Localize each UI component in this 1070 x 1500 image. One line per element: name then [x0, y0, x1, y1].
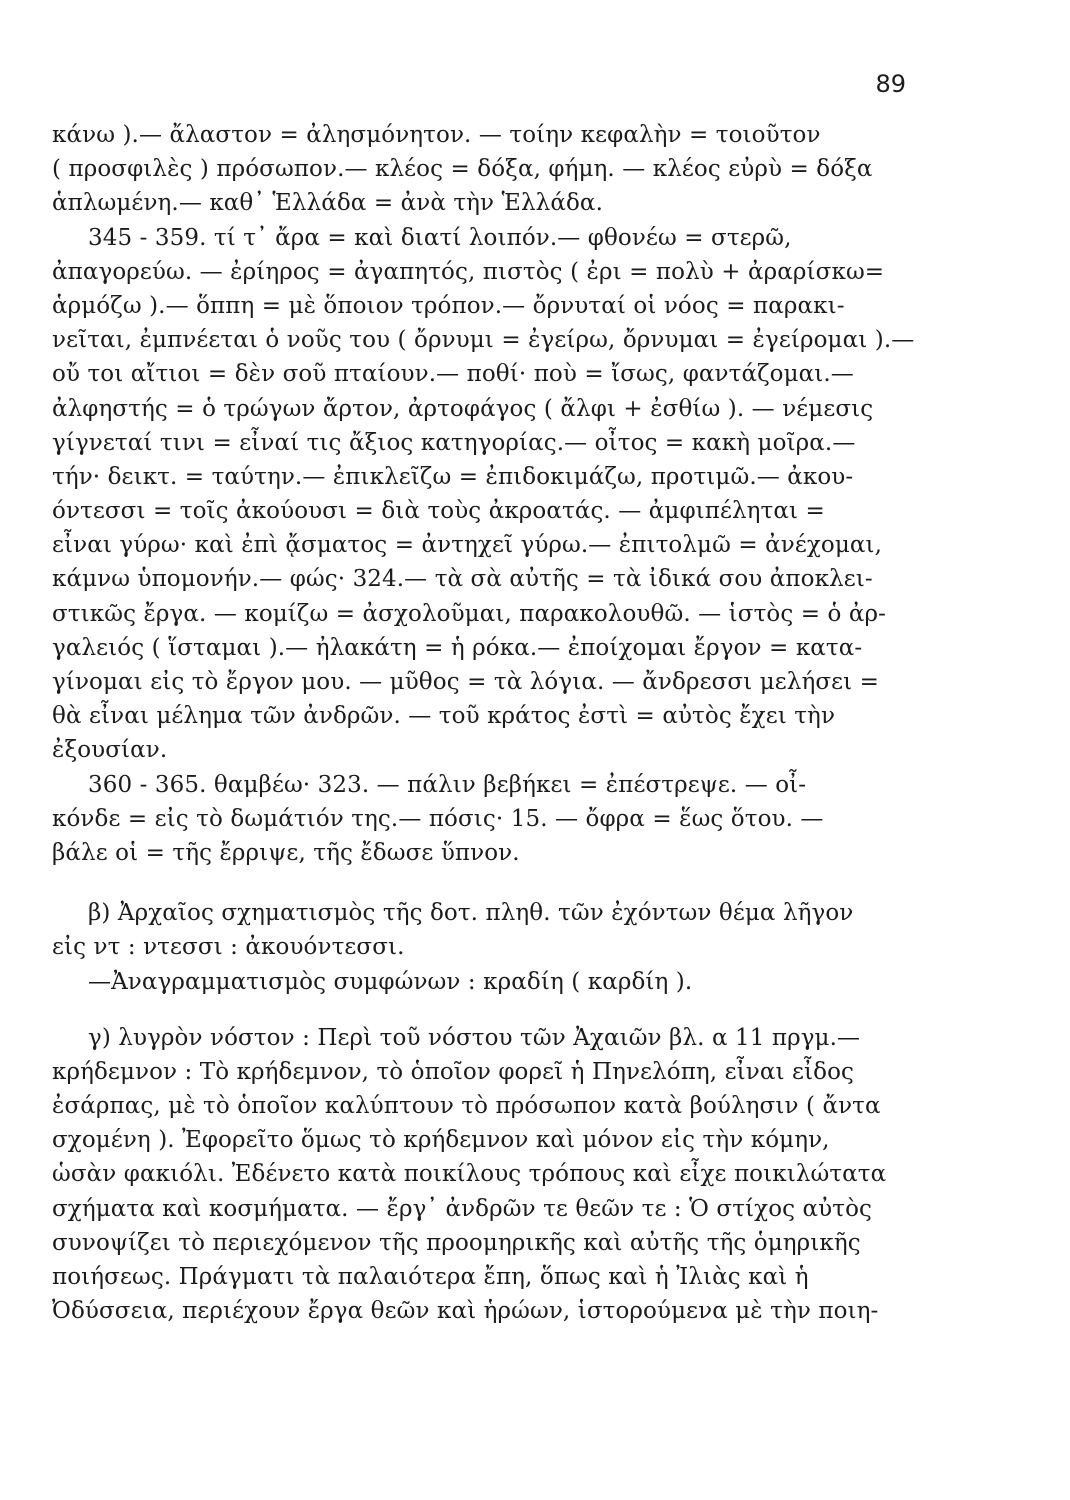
- text-line: συνοψίζει τὸ περιεχόμενον τῆς προομηρικῆς καὶ αὐτῆς τῆς ὁμηρικῆς: [52, 1229, 861, 1256]
- text-line: όντεσσι = τοῖς ἀκούουσι = διὰ τοὺς ἀκροατάς. — ἀμφιπέληται =: [52, 498, 825, 525]
- text-line: 360 - 365. θαμβέω· 323. — πάλιν βεβήκει = ἐπέστρεψε. — οἶ-: [88, 771, 807, 798]
- text-line: γαλειός ( ἵσταμαι ).— ἠλακάτη = ἡ ρόκα.— ἐποίχομαι ἔργον = κατα-: [52, 634, 863, 661]
- text-line: τήν· δεικτ. = ταύτην.— ἐπικλεῖζω = ἐπιδοκιμάζω, προτιμῶ.— ἀκου-: [52, 463, 854, 490]
- text-line: κάνω ).— ἄλαστον = ἀλησμόνητον. — τοίην κεφαλὴν = τοιοῦτον: [52, 122, 821, 148]
- text-line: ἁρμόζω ).— ὅππη = μὲ ὅποιον τρόπον.— ὄρνυταί οἱ νόος = παρακι-: [52, 292, 845, 319]
- text-line: νεῖται, ἐμπνέεται ὁ νοῦς του ( ὄρνυμι = ἐγείρω, ὄρνυμαι = ἐγείρομαι ).—: [52, 327, 915, 354]
- text-line: γίγνεταί τινι = εἶναί τις ἄξιος κατηγορίας.— οἶτος = κακὴ μοῖρα.—: [52, 429, 856, 456]
- commentary-section: [52, 118, 958, 870]
- text-line: σχομένη ). Ἐφορεῖτο ὅμως τὸ κρήδεμνον καὶ μόνον εἰς τὴν κόμην,: [52, 1127, 830, 1154]
- section-beta: [52, 896, 958, 999]
- text-line: 345 - 359. τί τ᾽ ἄρα = καὶ διατί λοιπόν.— φθονέω = στερῶ,: [88, 224, 792, 251]
- text-line: —Ἀναγραμματισμὸς συμφώνων : κραδίη ( καρδίη ).: [88, 968, 693, 995]
- text-line: ὡσὰν φακιόλι. Ἐδένετο κατὰ ποικίλους τρόπους καὶ εἶχε ποικιλώτατα: [52, 1161, 887, 1188]
- text-line: εἶναι γύρω· καὶ ἐπὶ ᾄσματος = ἀντηχεῖ γύρω.— ἐπιτολμῶ = ἀνέχομαι,: [52, 532, 883, 559]
- text-line: ἁπλωμένη.— καθ᾽ Ἑλλάδα = ἀνὰ τὴν Ἑλλάδα.: [52, 190, 603, 217]
- section-gamma: [52, 1021, 958, 1329]
- text-line: κάμνω ὑπομονήν.— φώς· 324.— τὰ σὰ αὐτῆς = τὰ ἰδικά σου ἀποκλει-: [52, 566, 873, 593]
- text-line: θὰ εἶναι μέλημα τῶν ἀνδρῶν. — τοῦ κράτος ἐστὶ = αὐτὸς ἔχει τὴν: [52, 703, 836, 730]
- text-line: γ) λυγρὸν νόστον : Περὶ τοῦ νόστου τῶν Ἀχαιῶν βλ. α 11 πργμ.—: [88, 1024, 861, 1051]
- text-line: σχήματα καὶ κοσμήματα. — ἔργ᾽ ἀνδρῶν τε θεῶν τε : Ὁ στίχος αὐτὸς: [52, 1195, 873, 1222]
- text-line: ἐσάρπας, μὲ τὸ ὁποῖον καλύπτουν τὸ πρόσωπον κατὰ βούλησιν ( ἄντα: [52, 1093, 881, 1120]
- text-line: ἐξουσίαν.: [52, 737, 168, 764]
- text-line: βάλε οἱ = τῆς ἔρριψε, τῆς ἔδωσε ὕπνον.: [52, 839, 520, 866]
- text-line: Ὀδύσσεια, περιέχουν ἔργα θεῶν καὶ ἡρώων, ἱστορούμενα μὲ τὴν ποιη-: [52, 1298, 879, 1325]
- text-line: οὔ τοι αἴτιοι = δὲν σοῦ πταίουν.— ποθί· ποὺ = ἴσως, φαντάζομαι.—: [52, 361, 854, 388]
- page-body: [52, 118, 958, 1328]
- text-line: κρήδεμνον : Τὸ κρήδεμνον, τὸ ὁποῖον φορεῖ ἡ Πηνελόπη, εἶναι εἶδος: [52, 1058, 855, 1085]
- text-line: ( προσφιλὲς ) πρόσωπον.— κλέος = δόξα, φήμη. — κλέος εὐρὺ = δόξα: [52, 156, 873, 183]
- text-line: ποιήσεως. Πράγματι τὰ παλαιότερα ἔπη, ὅπως καὶ ἡ Ἰλιὰς καὶ ἡ: [52, 1264, 809, 1290]
- text-line: κόνδε = εἰς τὸ δωμάτιόν της.— πόσις· 15. — ὄφρα = ἕως ὅτου. —: [52, 805, 824, 832]
- text-line: στικῶς ἔργα. — κομίζω = ἀσχολοῦμαι, παρακολουθῶ. — ἱστὸς = ὁ ἀρ-: [52, 600, 886, 627]
- text-line: ἀλφηστής = ὁ τρώγων ἄρτον, ἀρτοφάγος ( ἄλφι + ἐσθίω ). — νέμεσις: [52, 395, 874, 422]
- text-line: γίνομαι εἰς τὸ ἔργον μου. — μῦθος = τὰ λόγια. — ἄνδρεσσι μελήσει =: [52, 669, 880, 695]
- text-line: β) Ἀρχαῖος σχηματισμὸς τῆς δοτ. πληθ. τῶν ἐχόντων θέμα λῆγον: [88, 900, 854, 927]
- text-line: εἰς ντ : ντεσσι : ἀκουόντεσσι.: [52, 934, 405, 961]
- page-number: 89: [875, 70, 906, 98]
- text-line: ἀπαγορεύω. — ἐρίηρος = ἀγαπητός, πιστὸς ( ἐρι = πολὺ + ἀραρίσκω=: [52, 258, 885, 285]
